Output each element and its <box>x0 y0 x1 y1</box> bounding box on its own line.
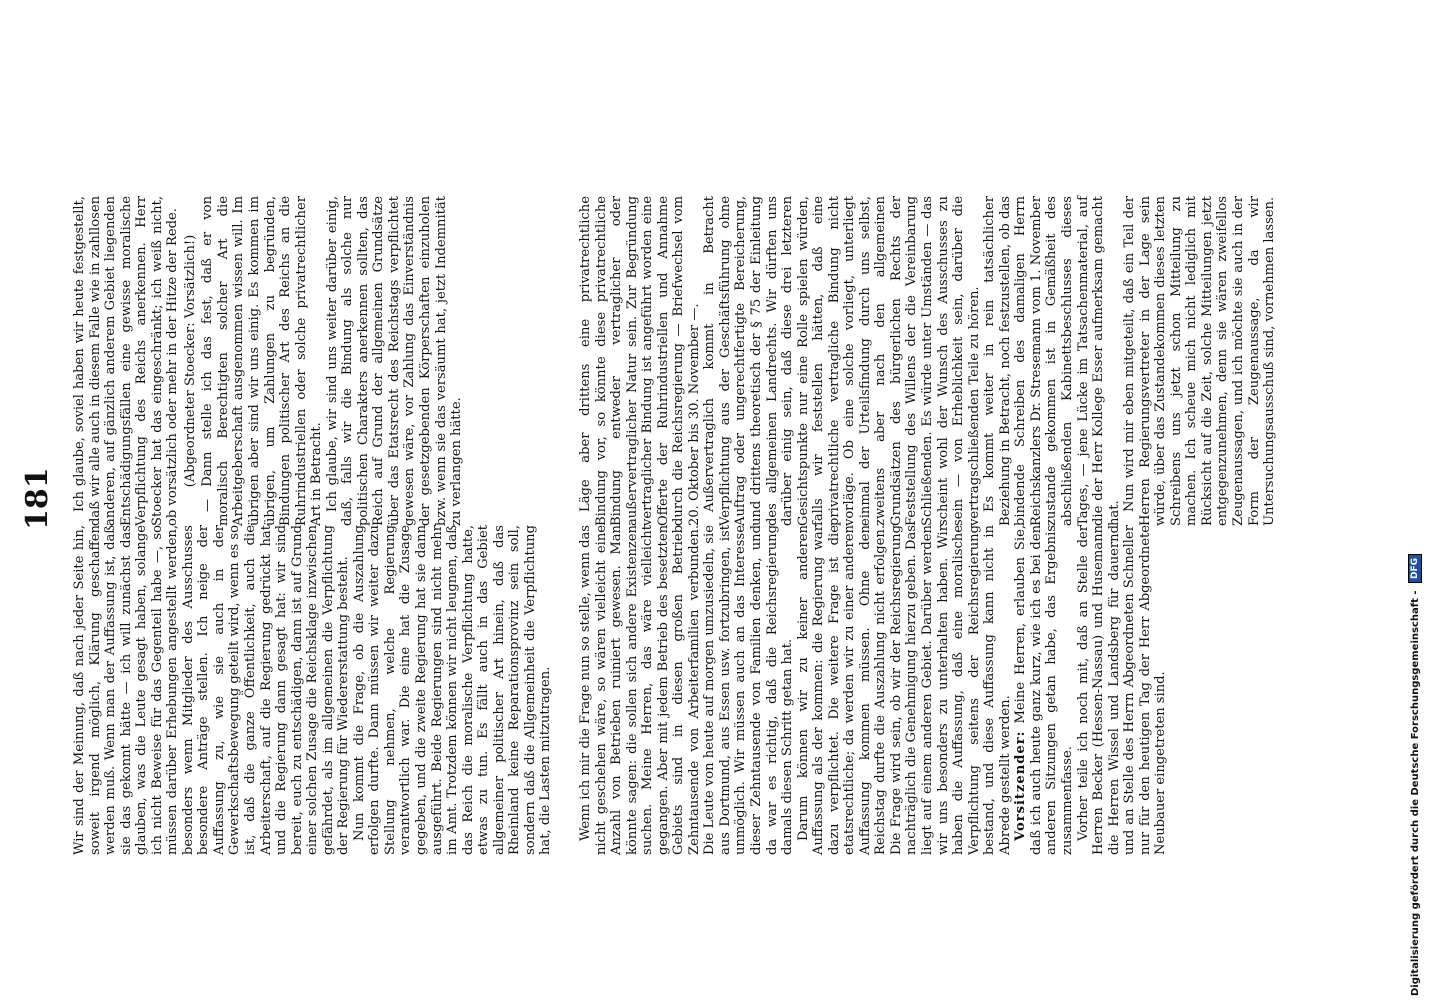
paragraph: Darum können wir zu keiner anderen Auffassung als der kommen: die Regierung war dazu verpflichtet. Die weitere Frage ist die etatsrechtliche; da werden wir zu einer anderen Auffassung kommen müssen. Ohne den Reichstag durfte die Auszahlung nicht erfolgen. Die Frage wird sein, ob wir der Reichsregierung nachträglich die Genehmigung hierzu geben. Das liegt auf einem anderen Gebiet. Darüber werden wir uns besonders zu unterhalten haben. Wir haben die Auffassung, daß eine moralische Verpflichtung seitens der Reichsregierung bestand, und diese Auffassung kann nicht in Abrede gestellt werden. <box>795 525 1013 855</box>
speaker-name: Vorsitzender: <box>1013 730 1029 841</box>
funding-footer <box>1408 554 1422 996</box>
paragraph: Vorher teile ich noch mit, daß an Stelle der Herren Becker (Hessen-Nassau) und Husemann die Herren Wissel und Landsberg für dauernd und an Stelle des Herrn Abgeordneten Schneller nur für den heutigen Tag der Herr Abgeordnete Neubauer eingetreten sind. <box>1075 525 1169 855</box>
paragraph: Ich glaube, wir sind uns weiter darüber einig, daß, falls wir die Bindung als solche nur politischen Charakters anerkennen sollten, das Reich auf Grund der allgemeinen Grundsätze über das Etatsrecht des Reichstags verpflichtet gewesen wäre, vor Zahlung das Einverständnis der gesetzgebenden Körperschaften einzuholen bzw. wenn sie das versäumt hat, jetzt Indemnität zu verlangen hätte. <box>324 196 465 526</box>
column-2 <box>578 525 1169 855</box>
paragraph: Es kommt weiter in rein tatsächlicher Beziehung in Betracht, noch festzustellen, ob das bindende Schreiben des damaligen Herrn Reichskanzlers Dr. Stresemann vom 1. November zustande gekommen ist in Gemäßheit des abschließenden Kabinettsbeschlusses dieses Tages, — jene Lücke im Tatsachenmaterial, auf die der Herr Kollege Esser aufmerksam gemacht hat. <box>982 196 1122 526</box>
footer-text: Digitalisierung gefördert durch die Deutsche Forschungsgemeinschaft - <box>1410 590 1421 996</box>
paragraph: Ich glaube, soviel haben wir heute festgestellt, daß wir alle auch in diesem Falle wie in zahllosen anderen, auf gänzlich anderem Gebiet liegenden Entschädigungsfällen eine gewisse moralische Verpflichtung des Reichs anerkennen. Herr Stoecker hat das eingeschränkt; ich weiß nicht, ob vorsätzlich oder mehr in der Hitze der Rede. <box>72 196 181 526</box>
paragraph: Nun kommt die Frage, ob die Auszahlung erfolgen durfte. Dann müssen wir weiter dazu Stellung nehmen, welche Regierung verantwortlich war. Die eine hat die Zusage gegeben, und die zweite Regierung hat sie dann ausgeführt. Beide Regierungen sind nicht mehr im Amt. Trotzdem können wir nicht leugnen, daß das Reich die moralische Verpflichtung hatte, etwas zu tun. Es fällt auch in das Gebiet allgemeiner politischer Art hinein, daß das Rheinland keine Reparationsprovinz sein soll, sondern daß die Allgemeinheit die Verpflichtung hat, die Lasten mitzutragen. <box>351 525 554 855</box>
paragraph: Läge aber drittens eine privatrechtliche Bindung vor, so könnte diese privatrechtliche Bindung entweder vertraglicher oder außervertraglicher Natur sein. Zur Begründung vertraglicher Bindung ist angeführt worden eine Offerte der Ruhrindustriellen und Annahme durch die Reichsregierung — Briefwechsel vom 20. Oktober bis 30. November —. <box>578 196 702 526</box>
paragraph: — Dann stelle ich das fest, daß er von moralisch Berechtigten solcher Art die Arbeitgeberschaft ausgenommen wissen will. Im übrigen aber sind wir uns einig. Es kommen im übrigen, um Zahlungen zu begründen, Bindungen politischer Art des Reichs an die Ruhrindustriellen oder solche privatrechtlicher Art in Betracht. <box>200 196 325 526</box>
paragraph: Nun wird mir eben mitgeteilt, daß ein Teil der Herren Regierungsvertreter in der Lage sein würde, über das Zustandekommen dieses letzten Schreibens uns jetzt schon Mitteilung zu machen. Ich scheue mich nicht lediglich mit Rücksicht auf die Zeit, solche Mitteilungen jetzt entgegenzunehmen, denn sie wären zweifellos Zeugenaussagen, und ich möchte sie auch in der Form der Zeugenaussage, da wir Untersuchungsausschuß sind, vornehmen lassen. <box>1122 196 1278 526</box>
interjection: (Abgeordneter Stoecker: Vorsätzlich!) <box>182 234 198 488</box>
column-3 <box>72 196 577 526</box>
speaker-paragraph <box>1013 525 1075 855</box>
dfg-logo: DFG <box>1408 554 1422 583</box>
paragraph: Wenn ich mir die Frage nun so stelle, wenn das nicht geschehen wäre, so wären vielleicht eine Anzahl von Betrieben ruiniert gewesen. Man könnte sagen: die sollen sich andere Existenzen suchen. Meine Herren, das wäre vielleicht gegangen. Aber mit jedem Betrieb des besetzten Gebiets sind in diesen großen Betrieb Zehntausende von Arbeiterfamilien verbunden. Die Leute von heute auf morgen umzusiedeln, sie aus Dortmund, aus Essen usw. fortzubringen, ist unmöglich. Wir müssen auch an das Interesse dieser Zehntausende von Familien denken, und da war es richtig, daß die Reichsregierung damals diesen Schritt getan hat. <box>578 525 796 855</box>
paragraph: Außervertraglich kommt in Betracht Verpflichtung aus der Geschäftsführung ohne Auftrag oder ungerechtfertigte Bereicherung, und drittens theoretisch der § 75 der Einleitung des allgemeinen Landrechts. Wir dürften uns darüber einig sein, daß diese drei letzteren Gesichtspunkte nur eine Rolle spielen würden, falls wir feststellen hätten, daß eine privatrechtliche vertragliche Bindung nicht vorläge. Ob eine solche vorliegt, unterliegt einmal der Urteilsfindung durch uns selbst, zweitens aber nach den allgemeinen Grundsätzen des bürgerlichen Rechts der Feststellung des Willens der die Vereinbarung Schließenden. Es würde unter Umständen — das scheint wohl der Wunsch des Ausschusses zu sein — von Erheblichkeit sein, darüber die vertragschließenden Teile zu hören. <box>702 196 982 526</box>
speaker-text: Meine Herren, erlauben Sie, daß ich auch heute ganz kurz, wie ich es bei den anderen Sitzungen getan habe, das Ergebnis zusammenfasse. <box>1013 525 1075 855</box>
column-4 <box>578 196 1278 526</box>
paragraph: Wir sind der Meinung, daß nach jeder Seite hin, soweit irgend möglich, Klärung geschaffen werden muß. Wenn man der Auffassung ist, daß sie das gekonnt hätte — ich will zunächst das glauben, was die Leute gesagt haben, solange ich nicht Beweise für das Gegenteil habe —, so müssen darüber Erhebungen angestellt werden, besonders wenn Mitglieder des Ausschusses besondere Anträge stellen. Ich neige der Auffassung zu, wie sie auch in der Gewerkschaftsbewegung geteilt wird, wenn es so ist, daß die ganze Öffentlichkeit, auch die Arbeiterschaft, auf die Regierung gedrückt hat und die Regierung dann gesagt hat: wir sind bereit, euch zu entschädigen, dann ist auf Grund einer solchen Zusage die Reichsklage inzwischen gefährdet, als im allgemeinen die Verpflichtung der Regierung für Wiedererstattung besteht. <box>72 525 352 855</box>
page-number: 181 <box>20 467 55 530</box>
column-1 <box>72 525 577 855</box>
